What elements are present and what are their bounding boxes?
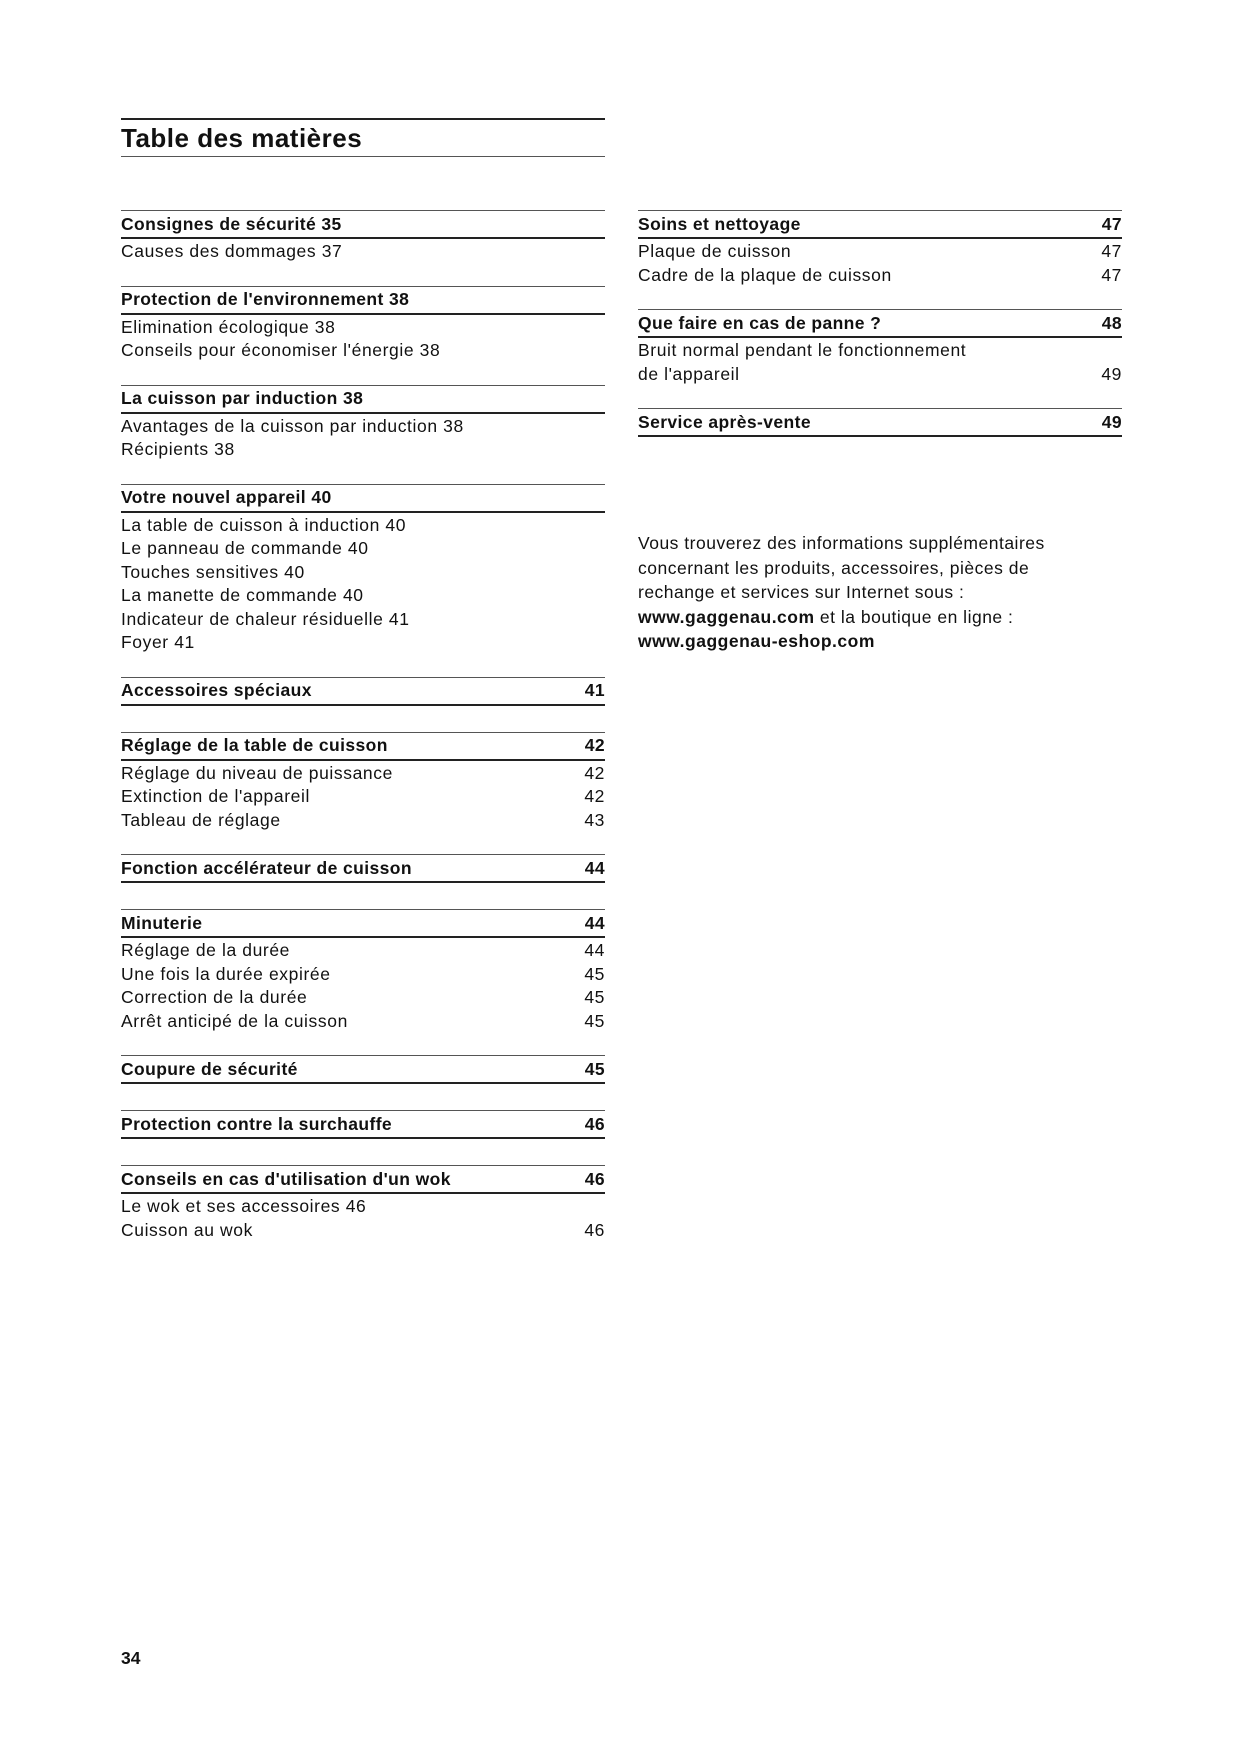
toc-entry[interactable] <box>121 240 605 264</box>
toc-entry-text: Elimination écologique 38 <box>121 316 336 337</box>
toc-heading-page: 41 <box>584 680 605 700</box>
toc-entry[interactable] <box>121 415 605 439</box>
info-line: concernant les produits, accessoires, pièces de <box>638 557 1030 578</box>
toc-entry-text: Réglage du niveau de puissance <box>121 762 393 783</box>
toc-entry-list <box>121 239 605 264</box>
toc-heading-text: Conseils en cas d'utilisation d'un wok <box>121 1168 451 1189</box>
toc-entry-text: Indicateur de chaleur résiduelle 41 <box>121 608 410 629</box>
toc-heading-text: Minuterie <box>121 912 203 933</box>
toc-section <box>121 1165 605 1242</box>
toc-heading-text: Protection de l'environnement 38 <box>121 289 410 309</box>
toc-entry-text: Arrêt anticipé de la cuisson <box>121 1010 348 1031</box>
toc-entry[interactable] <box>121 438 605 462</box>
toc-entry[interactable] <box>121 537 605 561</box>
toc-heading-text: Que faire en cas de panne ? <box>638 312 882 333</box>
toc-section <box>638 408 1122 437</box>
toc-entry-page: 45 <box>584 963 605 984</box>
toc-entry-text: Foyer 41 <box>121 632 195 652</box>
toc-section-heading[interactable] <box>121 909 605 938</box>
toc-section-heading[interactable] <box>121 1055 605 1084</box>
toc-right-column <box>638 210 1122 463</box>
toc-heading-text: Service après-vente <box>638 411 811 432</box>
toc-entry-text: Plaque de cuisson <box>638 241 792 261</box>
info-line <box>638 605 1108 630</box>
toc-heading-text: Coupure de sécurité <box>121 1058 298 1079</box>
toc-entry-list <box>121 761 605 833</box>
toc-entry[interactable] <box>121 514 605 538</box>
toc-entry-text: Réglage de la durée <box>121 940 291 960</box>
eshop-link[interactable]: www.gaggenau-eshop.com <box>638 631 875 651</box>
toc-entry[interactable] <box>121 963 605 987</box>
toc-section <box>121 1110 605 1139</box>
toc-entry[interactable] <box>121 339 605 363</box>
toc-entry[interactable] <box>121 809 605 833</box>
toc-entry-list <box>121 315 605 363</box>
toc-heading-text: La cuisson par induction 38 <box>121 388 364 408</box>
toc-heading-text: Réglage de la table de cuisson <box>121 735 388 755</box>
toc-entry-page: 45 <box>584 1010 605 1031</box>
toc-entry[interactable] <box>121 561 605 585</box>
toc-heading-text: Protection contre la surchauffe <box>121 1113 393 1134</box>
toc-entry-text: Touches sensitives 40 <box>121 561 305 582</box>
toc-entry[interactable] <box>121 1195 605 1219</box>
toc-heading-page: 42 <box>584 735 605 755</box>
toc-entry[interactable] <box>121 762 605 786</box>
toc-section <box>638 309 1122 386</box>
toc-heading-text: Votre nouvel appareil 40 <box>121 487 332 507</box>
toc-section-heading[interactable] <box>121 484 605 513</box>
toc-entry-page: 43 <box>584 809 605 830</box>
info-line: Vous trouverez des informations supplémentaires <box>638 533 1045 553</box>
toc-entry-text: La table de cuisson à induction 40 <box>121 514 407 535</box>
toc-section <box>121 909 605 1033</box>
toc-entry[interactable] <box>638 240 1122 264</box>
toc-entry-page: 49 <box>1101 363 1122 384</box>
toc-heading-text: Accessoires spéciaux <box>121 680 312 700</box>
toc-entry-text: Causes des dommages 37 <box>121 241 343 261</box>
toc-entry[interactable] <box>121 785 605 809</box>
info-note <box>638 531 1108 654</box>
toc-entry-list <box>121 513 605 655</box>
toc-heading-page: 46 <box>584 1168 605 1189</box>
toc-entry-page: 42 <box>584 762 605 783</box>
toc-section-heading[interactable] <box>638 309 1122 338</box>
toc-entry[interactable] <box>638 339 1122 363</box>
toc-section-heading[interactable] <box>121 210 605 239</box>
toc-heading-page: 45 <box>584 1058 605 1079</box>
toc-entry[interactable] <box>121 584 605 608</box>
toc-section <box>121 677 605 706</box>
toc-heading-text: Soins et nettoyage <box>638 213 801 234</box>
toc-entry[interactable] <box>638 363 1122 387</box>
toc-section <box>121 286 605 363</box>
toc-entry-list <box>121 938 605 1033</box>
toc-entry[interactable] <box>121 986 605 1010</box>
toc-entry[interactable] <box>121 316 605 340</box>
toc-entry[interactable] <box>121 1219 605 1243</box>
toc-entry-list <box>638 239 1122 287</box>
toc-heading-page: 46 <box>584 1113 605 1134</box>
toc-section-heading[interactable] <box>121 732 605 761</box>
info-line <box>638 629 1108 654</box>
website-link[interactable]: www.gaggenau.com <box>638 606 815 627</box>
toc-section <box>121 385 605 462</box>
toc-entry[interactable] <box>121 939 605 963</box>
toc-entry[interactable] <box>121 631 605 655</box>
page-number: 34 <box>121 1648 141 1668</box>
info-line: rechange et services sur Internet sous : <box>638 582 965 602</box>
toc-entry-list <box>121 1194 605 1242</box>
toc-section <box>121 732 605 833</box>
toc-entry-text: Cuisson au wok <box>121 1219 253 1240</box>
toc-section <box>121 1055 605 1084</box>
toc-entry-text: Cadre de la plaque de cuisson <box>638 264 892 285</box>
toc-entry-text: Récipients 38 <box>121 439 235 459</box>
toc-heading-page: 47 <box>1101 213 1122 234</box>
toc-entry-page: 44 <box>584 940 605 960</box>
toc-entry-page: 47 <box>1101 241 1122 261</box>
toc-section-heading[interactable] <box>638 210 1122 239</box>
toc-entry-text: Correction de la durée <box>121 987 308 1007</box>
toc-section-heading[interactable] <box>121 854 605 883</box>
toc-section-heading[interactable] <box>638 408 1122 437</box>
toc-entry-page: 42 <box>584 786 605 806</box>
toc-section <box>121 484 605 655</box>
toc-entry-text: Tableau de réglage <box>121 809 281 830</box>
toc-section <box>121 854 605 883</box>
toc-entry-page: 45 <box>584 987 605 1007</box>
toc-section-heading[interactable] <box>121 286 605 315</box>
toc-entry-page: 46 <box>584 1219 605 1240</box>
toc-title-block <box>121 118 605 157</box>
toc-entry-text: Extinction de l'appareil <box>121 786 310 806</box>
toc-entry[interactable] <box>638 264 1122 288</box>
toc-heading-page: 44 <box>584 857 605 878</box>
toc-entry-text: de l'appareil <box>638 363 740 384</box>
toc-entry[interactable] <box>121 608 605 632</box>
toc-entry-list <box>638 338 1122 386</box>
toc-entry-text: La manette de commande 40 <box>121 585 364 605</box>
toc-heading-page: 49 <box>1101 411 1122 432</box>
page-title: Table des matières <box>121 123 363 153</box>
toc-section <box>121 210 605 264</box>
toc-section-heading[interactable] <box>121 1110 605 1139</box>
toc-heading-text: Consignes de sécurité 35 <box>121 213 342 234</box>
toc-section <box>638 210 1122 287</box>
toc-section-heading[interactable] <box>121 677 605 706</box>
toc-entry-text: Le wok et ses accessoires 46 <box>121 1196 367 1216</box>
toc-entry[interactable] <box>121 1010 605 1034</box>
toc-entry-list <box>121 414 605 462</box>
toc-section-heading[interactable] <box>121 385 605 414</box>
toc-heading-text: Fonction accélérateur de cuisson <box>121 857 412 878</box>
toc-section-heading[interactable] <box>121 1165 605 1194</box>
toc-heading-page: 44 <box>584 912 605 933</box>
toc-entry-text: Une fois la durée expirée <box>121 963 331 984</box>
toc-entry-page: 47 <box>1101 264 1122 285</box>
info-text: et la boutique en ligne : <box>814 606 1014 627</box>
toc-entry-text: Le panneau de commande 40 <box>121 538 369 558</box>
toc-heading-page: 48 <box>1101 312 1122 333</box>
toc-left-column <box>121 210 605 1264</box>
toc-entry-text: Bruit normal pendant le fonctionnement <box>638 340 967 360</box>
toc-entry-text: Avantages de la cuisson par induction 38 <box>121 415 464 436</box>
toc-entry-text: Conseils pour économiser l'énergie 38 <box>121 340 441 360</box>
